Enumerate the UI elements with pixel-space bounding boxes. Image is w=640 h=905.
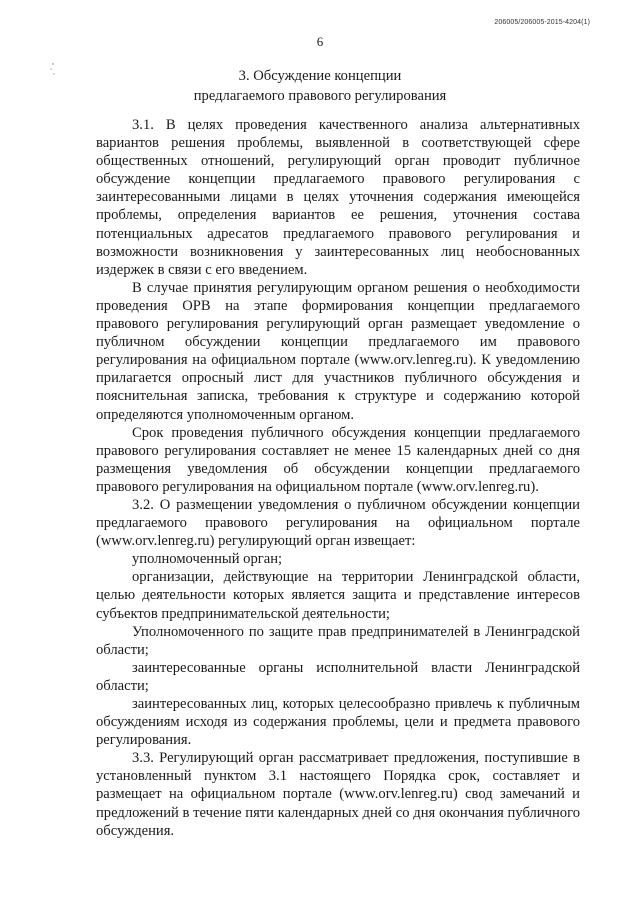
list-item-executive-bodies: заинтересованные органы исполнительной власти Ленинградской области; xyxy=(96,659,580,694)
section-body xyxy=(96,116,580,840)
list-item-ombudsman: Уполномоченного по защите прав предпринимателей в Ленинградской области; xyxy=(96,623,580,658)
section-title xyxy=(0,66,640,106)
list-item-organizations: организации, действующие на территории Ленинградской области, целью деятельности которых является защита и представление интересов субъектов предпринимательской деятельности; xyxy=(96,569,580,622)
paragraph-orv-decision: В случае принятия регулирующим органом решения о необходимости проведения ОРВ на этапе формирования концепции предлагаемого правового регулирования регулирующий орган размещает уведомление о публичном обсуждении концепции предлагаемого им правового регулирования на официальном портале (www.orv.lenreg.ru). К уведомлению прилагается опросный лист для участников публичного обсуждения и пояснительная записка, требования к структуре и содержанию которой определяются уполномоченным органом. xyxy=(96,279,580,423)
list-item-interested-persons: заинтересованных лиц, которых целесообразно привлечь к публичным обсуждениям исходя из содержания проблемы, цели и предмета правового регулирования. xyxy=(96,696,580,749)
section-title-line-1: 3. Обсуждение концепции xyxy=(238,68,402,84)
section-title-line-2: предлагаемого правового регулирования xyxy=(193,88,447,104)
paragraph-3-3: 3.3. Регулирующий орган рассматривает предложения, поступившие в установленный пунктом 3.1 настоящего Порядка срок, составляет и размещает на официальном портале (www.orv.lenreg.ru) свод замечаний и предложений в течение пяти календарных дней со дня окончания публичного обсуждения. xyxy=(96,750,580,839)
document-id: 206005/206005-2015-4204(1) xyxy=(494,19,590,26)
page-number: 6 xyxy=(316,34,324,49)
paragraph-3-2: 3.2. О размещении уведомления о публичном обсуждении концепции предлагаемого правового регулирования на официальном портале (www.orv.lenreg.ru) регулирующий орган извещает: xyxy=(96,496,580,550)
paragraph-3-1: 3.1. В целях проведения качественного анализа альтернативных вариантов решения проблемы, выявленной в соответствующей сфере общественных отношений, регулирующий орган проводит публичное обсуждение концепции предлагаемого правового регулирования с заинтересованными лицами в целях уточнения содержания имеющейся проблемы, определения вариантов ее решения, уточнения состава потенциальных адресатов предлагаемого правового регулирования и возможности возникновения у заинтересованных лиц необоснованных издержек в связи с его введением. xyxy=(96,117,580,278)
paragraph-discussion-term: Срок проведения публичного обсуждения концепции предлагаемого правового регулирования составляет не менее 15 календарных дней со дня размещения уведомления об обсуждении концепции предлагаемого правового регулирования на официальном портале (www.orv.lenreg.ru). xyxy=(96,424,580,495)
list-item-authorized-body: уполномоченный орган; xyxy=(132,551,283,568)
